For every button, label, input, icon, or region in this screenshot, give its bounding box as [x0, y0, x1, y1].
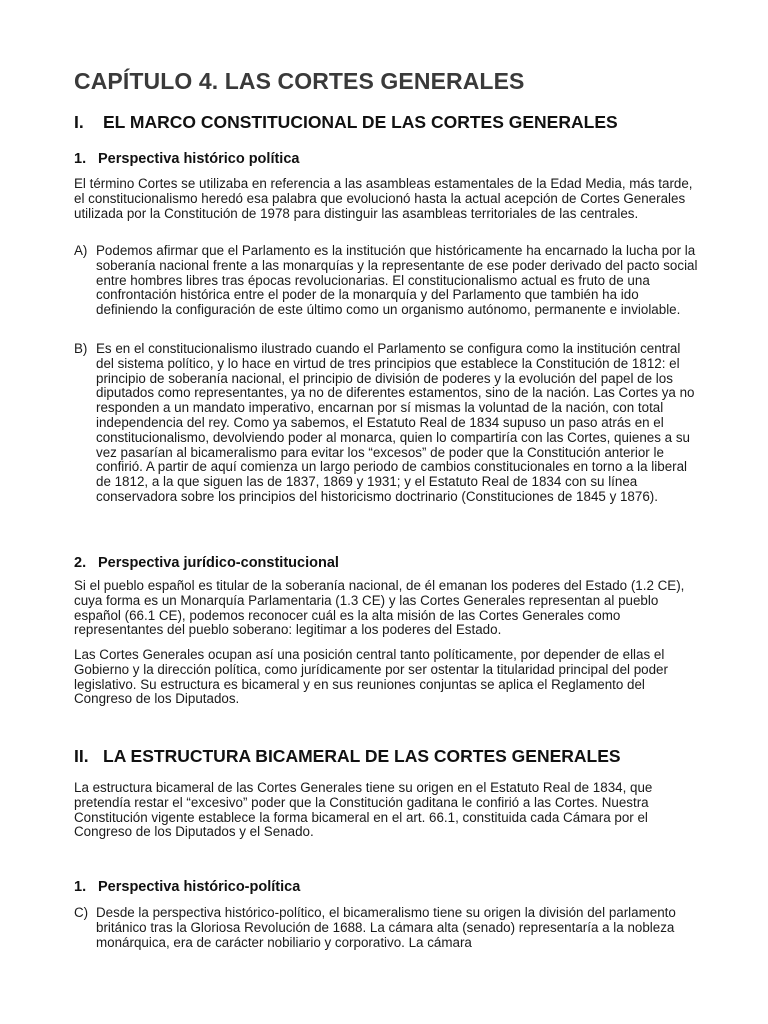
section-2-heading [74, 746, 724, 767]
list-item-c-marker: C) [74, 905, 89, 920]
section-1-title: EL MARCO CONSTITUCIONAL DE LAS CORTES GENERALES [103, 112, 618, 132]
section-1-sub-1-title: Perspectiva histórico política [98, 151, 300, 167]
list-item-b-text: Es en el constitucionalismo ilustrado cuando el Parlamento se configura como la institución central del sistema político, y lo hace en virtud de tres principios que establece la Constitución de 1812: el principio de soberanía nacional, el principio de división de poderes y la evolución del papel de los diputados como representantes, ya no de diferentes estamentos, sino de la nación. Las Cortes ya no responden a un mandato imperativo, encarnan por sí mismas la voluntad de la nación, con total independencia del rey. Como ya sabemos, el Estatuto Real de 1834 supuso un paso atrás en el constitucionalismo, devolviendo poder al monarca, quien lo compartiría con las Cortes, quienes a su vez pasarían al bicameralismo para evitar los “excesos” de poder que la Constitución anterior le confirió. A partir de aquí comienza un largo periodo de cambios constitucionales en torno a la liberal de 1812, a la que siguen las de 1837, 1869 y 1931; y el Estatuto Real de 1834 con su línea conservadora sobre los principios del historicismo doctrinario (Constituciones de 1845 y 1876). [96, 341, 695, 504]
section-1-sub-2-heading [74, 555, 714, 571]
section-2-sub-1-heading [74, 879, 714, 895]
list-item-c-text: Desde la perspectiva histórico-político, el bicameralismo tiene su origen la división del parlamento británico tras la Gloriosa Revolución de 1688. La cámara alta (senado) representaría a la nobleza monárquica, era de carácter nobiliario y corporativo. La cámara [96, 905, 676, 950]
section-1-sub-2-title: Perspectiva jurídico-constitucional [98, 555, 339, 571]
section-2-number: II. [74, 746, 89, 766]
list-item-c [74, 906, 699, 950]
section-1-sub-1-intro: El término Cortes se utilizaba en referencia a las asambleas estamentales de la Edad Media, más tarde, el constitucionalismo heredó esa palabra que evolucionó hasta la actual acepción de Cortes Generales utilizada por la Constitución de 1978 para distinguir las asambleas territoriales de las centrales. [74, 176, 693, 221]
section-1-heading [74, 112, 724, 133]
list-item-a-marker: A) [74, 243, 88, 258]
list-item-a-text: Podemos afirmar que el Parlamento es la institución que históricamente ha encarnado la lucha por la soberanía nacional frente a las monarquías y la representante de ese poder derivado del pacto social entre hombres libres tras épocas revolucionarias. El constitucionalismo actual es fruto de una confrontación histórica entre el poder de la monarquía y del Parlamento que también ha ido definiendo la configuración de este último como un organismo autónomo, permanente e inviolable. [96, 243, 698, 318]
list-item-b [74, 342, 699, 505]
chapter-title: CAPÍTULO 4. LAS CORTES GENERALES [74, 68, 525, 94]
section-1-sub-1-number: 1. [74, 151, 87, 167]
section-2-sub-1-number: 1. [74, 879, 87, 895]
section-1-sub-1-heading [74, 151, 714, 167]
section-2-intro: La estructura bicameral de las Cortes Generales tiene su origen en el Estatuto Real de 1834, que pretendía restar el “excesivo” poder que la Constitución gaditana le confirió a las Cortes. Nuestra Constitución vigente establece la forma bicameral en el art. 66.1, constituida cada Cámara por el Congreso de los Diputados y el Senado. [74, 780, 653, 840]
section-1-sub-2-paragraph-2: Las Cortes Generales ocupan así una posición central tanto políticamente, por depender de ellas el Gobierno y la dirección política, como jurídicamente por ser ostentar la titularidad principal del poder legislativo. Su estructura es bicameral y en sus reuniones conjuntas se aplica el Reglamento del Congreso de los Diputados. [74, 647, 668, 707]
list-item-a [74, 244, 699, 318]
list-item-b-marker: B) [74, 341, 88, 356]
section-1-sub-2-paragraph-1: Si el pueblo español es titular de la soberanía nacional, de él emanan los poderes del Estado (1.2 CE), cuya forma es un Monarquía Parlamentaria (1.3 CE) y las Cortes Generales representan al pueblo español (66.1 CE), podemos reconocer cuál es la alta misión de las Cortes Generales como representantes del pueblo soberano: legitimar a los poderes del Estado. [74, 578, 685, 638]
section-1-number: I. [74, 112, 84, 132]
section-2-sub-1-title: Perspectiva histórico-política [98, 879, 301, 895]
section-2-title: LA ESTRUCTURA BICAMERAL DE LAS CORTES GENERALES [103, 746, 621, 766]
section-1-sub-2-number: 2. [74, 555, 87, 571]
